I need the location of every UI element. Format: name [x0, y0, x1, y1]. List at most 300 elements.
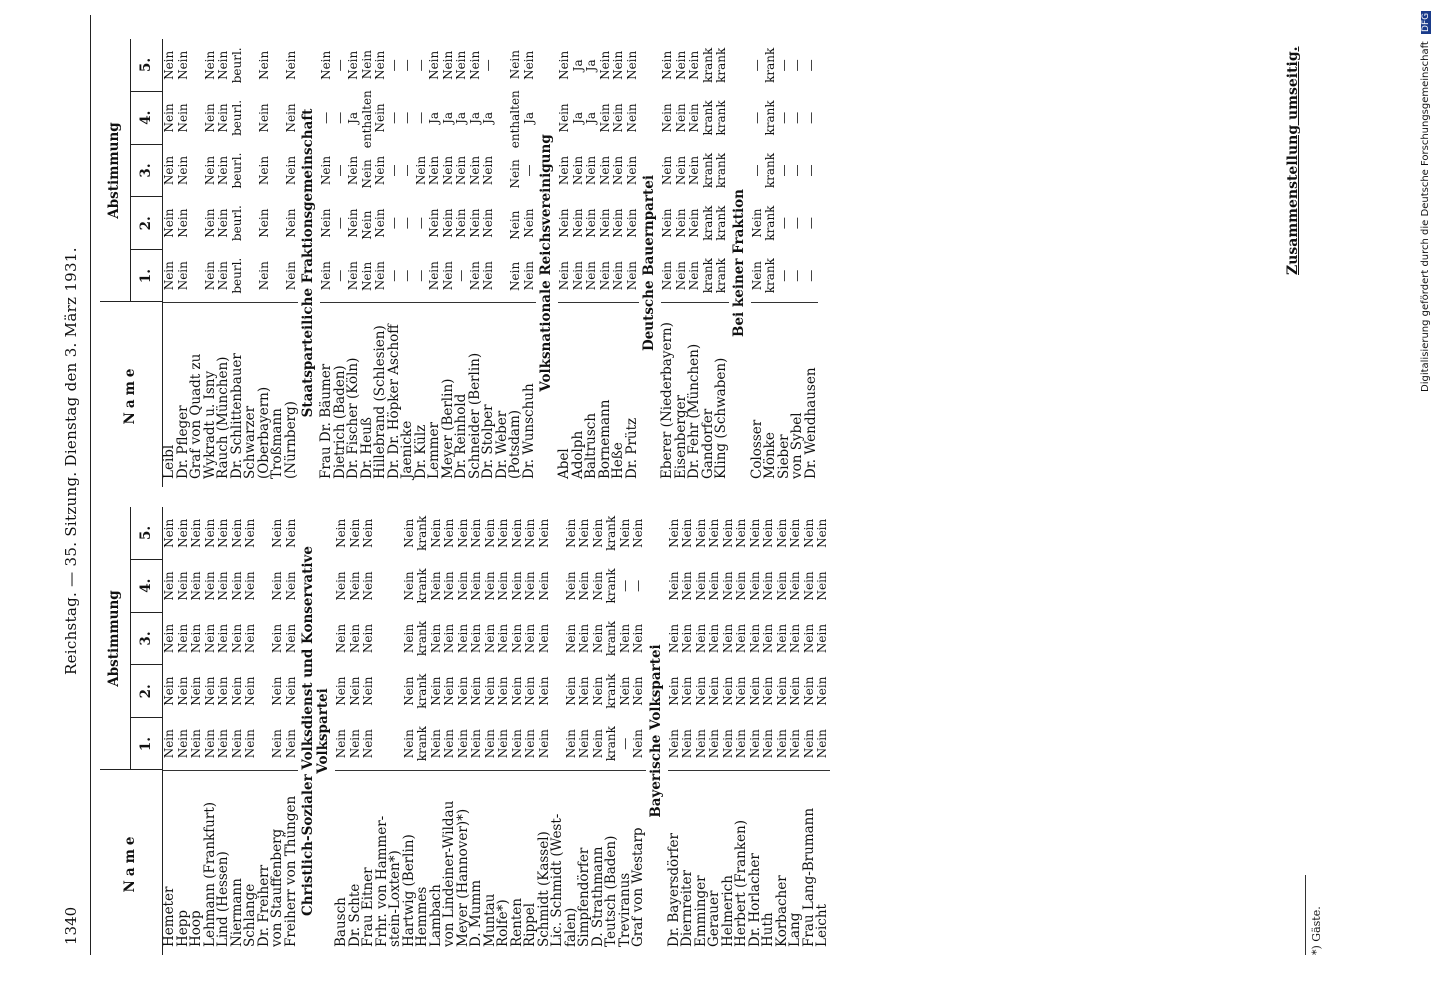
vote-cell: Nein	[523, 571, 537, 601]
vote-cell: —	[617, 579, 632, 592]
member-name: Dr. Dr. Höpker Aschoff	[388, 302, 402, 487]
table-header	[100, 39, 163, 487]
member-name: Jaenicke	[401, 302, 415, 487]
vote-cell: Nein	[440, 208, 455, 238]
vote-cell: Nein	[359, 159, 374, 189]
vote-cell: Nein	[611, 50, 625, 80]
row-block	[163, 507, 298, 955]
vote-cell	[389, 560, 403, 613]
table-row	[497, 507, 511, 955]
table-row	[746, 507, 763, 955]
vote-cell: Nein	[788, 623, 802, 654]
vote-cell: Nein	[496, 518, 510, 548]
vote-cell: Nein	[774, 676, 789, 706]
table-row	[520, 39, 537, 487]
vote-cell: —	[386, 111, 401, 124]
member-name: Dr. Horlacher	[749, 770, 763, 955]
vote-cell: Nein	[482, 676, 497, 706]
vote-cell: —	[776, 269, 791, 282]
vote-cell: Nein	[673, 208, 688, 238]
vote-cell	[376, 560, 390, 613]
vote-cell: Nein	[442, 676, 456, 706]
member-name: Emminger	[695, 770, 709, 955]
vote-cell	[190, 249, 204, 302]
vote-cell	[551, 612, 565, 665]
vote-cell: Nein	[361, 623, 375, 654]
vote-cell: Nein	[361, 571, 375, 601]
vote-cell: —	[749, 164, 764, 177]
vote-cell: krank	[714, 152, 728, 189]
vote-cell: Nein	[469, 676, 483, 706]
vote-number: 3.	[131, 613, 162, 666]
vote-cell: Nein	[774, 571, 789, 601]
vote-cell: Nein	[428, 518, 443, 548]
vote-cell: Nein	[597, 155, 612, 186]
vote-cell: Nein	[570, 261, 585, 291]
vote-cell: —	[803, 164, 818, 177]
vote-cell: Nein	[734, 623, 748, 654]
vote-cell: Nein	[617, 623, 632, 654]
vote-cell: Nein	[590, 518, 605, 548]
vote-cell: Nein	[557, 155, 571, 186]
table-row	[748, 39, 765, 487]
vote-cell	[389, 717, 403, 770]
member-name: D. Mumm	[470, 770, 484, 955]
vote-cell: Nein	[774, 729, 789, 759]
vote-cell: Nein	[788, 729, 802, 759]
vote-cell: Nein	[455, 571, 470, 601]
vote-cell: —	[790, 164, 804, 177]
vote-cell	[496, 197, 510, 250]
member-name: Dr. Prütz	[626, 302, 640, 487]
member-name: Dr. Schlittenbauer	[231, 302, 245, 487]
vote-cell: —	[790, 217, 804, 230]
vote-cell: —	[803, 111, 818, 124]
vote-cell: krank	[604, 620, 618, 657]
vote-cell: Nein	[334, 518, 348, 548]
member-name: Lehmann (Frankfurt)	[204, 770, 218, 955]
vote-cell: Nein	[590, 623, 605, 654]
vote-cell: Nein	[687, 208, 701, 238]
vote-cell: Nein	[256, 261, 271, 291]
vote-cell: Nein	[631, 518, 645, 548]
vote-cell: Nein	[229, 623, 244, 654]
vote-cell: Nein	[373, 103, 387, 133]
vote-cell	[244, 144, 258, 197]
vote-cell: Nein	[508, 50, 522, 80]
footnote: *) Gäste.	[1305, 875, 1323, 955]
vote-cell: Nein	[256, 208, 271, 238]
vote-cell: Nein	[189, 676, 203, 706]
page-title: Reichstag. — 35. Sitzung. Dienstag den 3. März 1931.	[62, 247, 80, 675]
vote-cell: Nein	[801, 729, 816, 759]
vote-cell: Nein	[660, 50, 674, 80]
vote-cell: Nein	[660, 155, 674, 186]
vote-cell: Nein	[660, 261, 674, 291]
vote-cell: Nein	[707, 571, 721, 601]
member-name: Graf von Westarp	[632, 770, 646, 955]
vote-cell: Nein	[427, 208, 441, 238]
table-row	[632, 507, 646, 955]
vote-cell: Nein	[761, 623, 775, 654]
vote-cell	[190, 92, 204, 145]
vote-cell: Nein	[216, 518, 230, 548]
vote-cell: Nein	[521, 261, 536, 291]
member-name: Hillebrand (Schlesien)	[374, 302, 388, 487]
table-row	[715, 39, 729, 487]
member-name: Mönke	[764, 302, 778, 487]
table-row	[481, 507, 498, 955]
vote-cell: Nein	[202, 676, 217, 706]
vote-cell: Nein	[508, 261, 522, 291]
table-row	[596, 39, 613, 487]
vote-cell: Nein	[624, 50, 639, 80]
vote-cell: Ja	[584, 59, 598, 72]
table-row	[800, 507, 817, 955]
vote-cell: —	[617, 737, 632, 750]
table-row	[174, 507, 191, 955]
vote-cell: Ja	[467, 111, 482, 124]
member-name: Bornemann	[599, 302, 613, 487]
vote-number: 2.	[131, 197, 162, 250]
vote-cell: Nein	[707, 676, 721, 706]
vote-cell: Nein	[216, 261, 230, 291]
vote-cell: krank	[604, 673, 618, 709]
vote-cell: Nein	[496, 676, 510, 706]
vote-cell: krank	[415, 726, 429, 762]
vote-cell: Nein	[283, 729, 298, 759]
vote-cell: Nein	[162, 571, 176, 601]
member-name: Dr. Reinhold	[455, 302, 469, 487]
member-name: Huth	[762, 770, 776, 955]
vote-cell: Nein	[523, 518, 537, 548]
member-name: Rippel	[524, 770, 538, 955]
member-name: Hoop	[190, 770, 204, 955]
vote-cell: Nein	[283, 155, 298, 186]
vote-cell: Nein	[557, 50, 571, 80]
digitization-credit	[1420, 12, 1436, 412]
vote-cell: Nein	[442, 729, 456, 759]
vote-cell: Nein	[270, 623, 284, 654]
vote-cell: Nein	[319, 50, 333, 80]
vote-cell: Nein	[584, 155, 598, 186]
vote-cell: Nein	[707, 729, 721, 759]
vote-cell: Nein	[319, 155, 333, 186]
vote-cell	[190, 39, 204, 92]
vote-cell: krank	[763, 258, 777, 294]
vote-cell: Nein	[482, 623, 497, 654]
vote-cell: Nein	[673, 103, 688, 133]
vote-cell: Nein	[361, 518, 375, 548]
vote-cell: krank	[714, 47, 728, 83]
vote-cell: krank	[714, 100, 728, 136]
vote-cell: Nein	[175, 261, 190, 291]
member-name: Herbert (Franken)	[735, 770, 749, 955]
section-heading: Volksnationale Reichsvereinigung	[538, 134, 554, 392]
vote-cell	[271, 92, 285, 145]
table-row	[764, 39, 778, 487]
section-heading: Bei keiner Fraktion	[730, 189, 747, 337]
vote-cell: Nein	[467, 50, 482, 80]
vote-cell: Nein	[761, 729, 775, 759]
vote-cell: Nein	[611, 208, 625, 238]
vote-cell: krank	[415, 568, 429, 604]
page-header	[60, 15, 82, 955]
vote-cell: Nein	[428, 571, 443, 601]
vote-cell: Nein	[557, 261, 571, 291]
vote-cell: Nein	[734, 571, 748, 601]
vote-cell: Nein	[563, 729, 578, 759]
vote-cell: —	[803, 217, 818, 230]
vote-cell: Nein	[720, 729, 735, 759]
vote-cell: Nein	[401, 571, 416, 601]
vote-cell: Nein	[707, 518, 721, 548]
vote-cell: Nein	[680, 518, 694, 548]
vote-cell: Nein	[563, 518, 578, 548]
member-name: Helmerich	[722, 770, 736, 955]
vote-cell: Nein	[673, 155, 688, 186]
vote-cell	[258, 665, 272, 718]
member-name: Dr. Freiherr	[258, 770, 272, 955]
vote-cell	[496, 92, 510, 145]
vote-cell: krank	[700, 258, 715, 294]
vote-cell: Nein	[590, 676, 605, 706]
vote-cell: krank	[415, 620, 429, 657]
vote-cell: Nein	[428, 729, 443, 759]
vote-cell: Ja	[440, 111, 455, 124]
vote-cell	[376, 665, 390, 718]
row-block	[665, 507, 830, 955]
vote-cell: beurl.	[229, 152, 244, 189]
vote-cell: Nein	[189, 518, 203, 548]
vote-cell: Nein	[162, 103, 176, 133]
vote-cell: Nein	[508, 159, 522, 189]
vote-cell: Nein	[162, 208, 176, 238]
vote-cell: Nein	[597, 103, 612, 133]
vote-cell: krank	[604, 515, 618, 551]
vote-cell: Nein	[175, 518, 190, 548]
vote-cell: Nein	[243, 571, 257, 601]
vote-cell: Nein	[428, 676, 443, 706]
vote-cell: Nein	[801, 571, 816, 601]
vote-cell: Nein	[631, 623, 645, 654]
vote-cell: Nein	[347, 623, 362, 654]
vote-cell: Nein	[482, 518, 497, 548]
vote-cell: Nein	[162, 518, 176, 548]
vote-cell: —	[400, 111, 414, 124]
right-column	[100, 39, 818, 487]
vote-cell: Nein	[557, 208, 571, 238]
row-block	[748, 39, 819, 487]
vote-cell	[190, 197, 204, 250]
rotated-page	[60, 15, 1350, 955]
table-row	[282, 39, 299, 487]
vote-cell: Nein	[283, 50, 298, 80]
vote-cell: Nein	[597, 50, 612, 80]
vote-cell: Nein	[216, 729, 230, 759]
member-name: stein-Loxten*)	[389, 770, 403, 955]
vote-cell: Nein	[175, 623, 190, 654]
vote-cell: Nein	[788, 676, 802, 706]
vote-cell: Nein	[270, 571, 284, 601]
vote-cell: Nein	[229, 729, 244, 759]
vote-cell: Nein	[597, 208, 612, 238]
vote-cell	[551, 717, 565, 770]
vote-cell: Nein	[216, 208, 230, 238]
member-name: Lind (Hessen)	[217, 770, 231, 955]
vote-cell: Nein	[346, 208, 360, 238]
vote-cell: Nein	[442, 518, 456, 548]
vote-cell: Nein	[175, 208, 190, 238]
vote-cell	[496, 144, 510, 197]
vote-cell: krank	[763, 100, 777, 136]
vote-cell: —	[803, 269, 818, 282]
vote-cell: krank	[700, 100, 715, 136]
vote-cell: Nein	[693, 623, 708, 654]
vote-cell: Nein	[687, 261, 701, 291]
vote-cell: Nein	[611, 261, 625, 291]
vote-cell: krank	[700, 205, 715, 241]
vote-cell: Nein	[734, 676, 748, 706]
vote-cell: krank	[415, 673, 429, 709]
vote-cell: Nein	[427, 155, 441, 186]
member-name: Lic. Schmidt (West-	[551, 770, 565, 955]
member-name: Diernreiter	[681, 770, 695, 955]
vote-cell	[389, 507, 403, 560]
vote-cell: Nein	[563, 623, 578, 654]
vote-cell	[258, 612, 272, 665]
vote-cell: Nein	[401, 518, 416, 548]
vote-cell	[376, 612, 390, 665]
vote-cell: Nein	[229, 676, 244, 706]
header-rule	[90, 15, 91, 955]
vote-cell: Nein	[617, 518, 632, 548]
member-name: Dr. Wunschuh	[523, 302, 537, 487]
table-row	[551, 507, 565, 955]
table-row	[401, 39, 415, 487]
vote-number: 3.	[131, 145, 162, 198]
vote-cell: Nein	[202, 729, 217, 759]
vote-cell: Nein	[815, 571, 829, 601]
vote-cell: Nein	[509, 623, 524, 654]
vote-cell: —	[803, 59, 818, 72]
vote-cell: —	[481, 59, 495, 72]
table-row	[470, 507, 484, 955]
vote-cell: Nein	[401, 676, 416, 706]
vote-cell: Nein	[577, 729, 591, 759]
vote-cell: Nein	[469, 623, 483, 654]
vote-cell: Nein	[440, 155, 455, 186]
vote-cell: Nein	[557, 103, 571, 133]
vote-cell: Nein	[256, 155, 271, 186]
vote-cell: enthalten	[359, 90, 374, 149]
vote-cell: Ja	[584, 111, 598, 124]
vote-number-headers	[131, 507, 162, 770]
vote-cell: Nein	[617, 676, 632, 706]
vote-cell: Nein	[202, 155, 217, 186]
left-column	[100, 507, 830, 955]
member-name: Hemmes	[416, 770, 430, 955]
vote-cell: Nein	[256, 103, 271, 133]
vote-cell: beurl.	[229, 99, 244, 136]
member-name: Graf von Quadt zu	[190, 302, 204, 487]
vote-cell: Nein	[283, 261, 298, 291]
vote-cell: —	[386, 269, 401, 282]
vote-cell: Nein	[229, 518, 244, 548]
vote-cell: Nein	[508, 210, 522, 240]
vote-cell: —	[790, 59, 804, 72]
table-row	[816, 507, 830, 955]
vote-cell: Nein	[509, 518, 524, 548]
member-name: Kling (Schwaben)	[715, 302, 729, 487]
vote-cell: Nein	[707, 623, 721, 654]
member-name: Meyer (Hannover)*)	[457, 770, 471, 955]
table-row	[623, 39, 640, 487]
vote-cell: Nein	[749, 208, 764, 238]
vote-cell: Nein	[175, 50, 190, 80]
vote-cell: —	[400, 164, 414, 177]
vote-cell	[258, 560, 272, 613]
member-name: Schmidt (Kassel)	[538, 770, 552, 955]
member-name: Dr. Külz	[415, 302, 429, 487]
vote-cell: —	[521, 164, 536, 177]
vote-cell: —	[454, 269, 468, 282]
vote-cell: Nein	[216, 103, 230, 133]
vote-cell: krank	[604, 568, 618, 604]
member-name: Sieber	[778, 302, 792, 487]
vote-cell: —	[776, 59, 791, 72]
vote-cell: Nein	[563, 676, 578, 706]
vote-cell: Nein	[216, 676, 230, 706]
vote-cell: Nein	[455, 623, 470, 654]
vote-number: 5.	[131, 39, 162, 92]
member-name: Lemmer	[428, 302, 442, 487]
vote-cell: Nein	[467, 208, 482, 238]
vote-cell: —	[400, 269, 414, 282]
vote-cell: Nein	[577, 571, 591, 601]
vote-cell: Nein	[734, 518, 748, 548]
member-name: (Potsdam)	[509, 302, 523, 487]
vote-number: 5.	[131, 507, 162, 560]
vote-cell: Nein	[283, 518, 298, 548]
vote-cell: Nein	[243, 729, 257, 759]
vote-cell: Nein	[788, 518, 802, 548]
vote-cell: Nein	[202, 571, 217, 601]
vote-cell: krank	[700, 152, 715, 189]
member-name: Colosser	[751, 302, 765, 487]
vote-cell	[244, 249, 258, 302]
vote-cell: —	[413, 111, 428, 124]
vote-cell: Nein	[666, 676, 681, 706]
vote-cell: —	[332, 111, 347, 124]
table-row	[412, 39, 429, 487]
vote-cell: —	[413, 59, 428, 72]
vote-cell: Nein	[373, 50, 387, 80]
vote-cell: Nein	[720, 518, 735, 548]
member-name: von Stauffenberg	[271, 770, 285, 955]
vote-cell	[271, 249, 285, 302]
vote-cell: Nein	[563, 571, 578, 601]
vote-cell: Nein	[347, 518, 362, 548]
vote-cell: Nein	[413, 155, 428, 186]
vote-cell: Nein	[283, 676, 298, 706]
vote-cell	[244, 92, 258, 145]
vote-cell: Nein	[175, 729, 190, 759]
vote-cell	[258, 717, 272, 770]
member-name: Dr. Wendhausen	[805, 302, 819, 487]
vote-number: 1.	[137, 737, 154, 752]
vote-cell: Nein	[523, 729, 537, 759]
